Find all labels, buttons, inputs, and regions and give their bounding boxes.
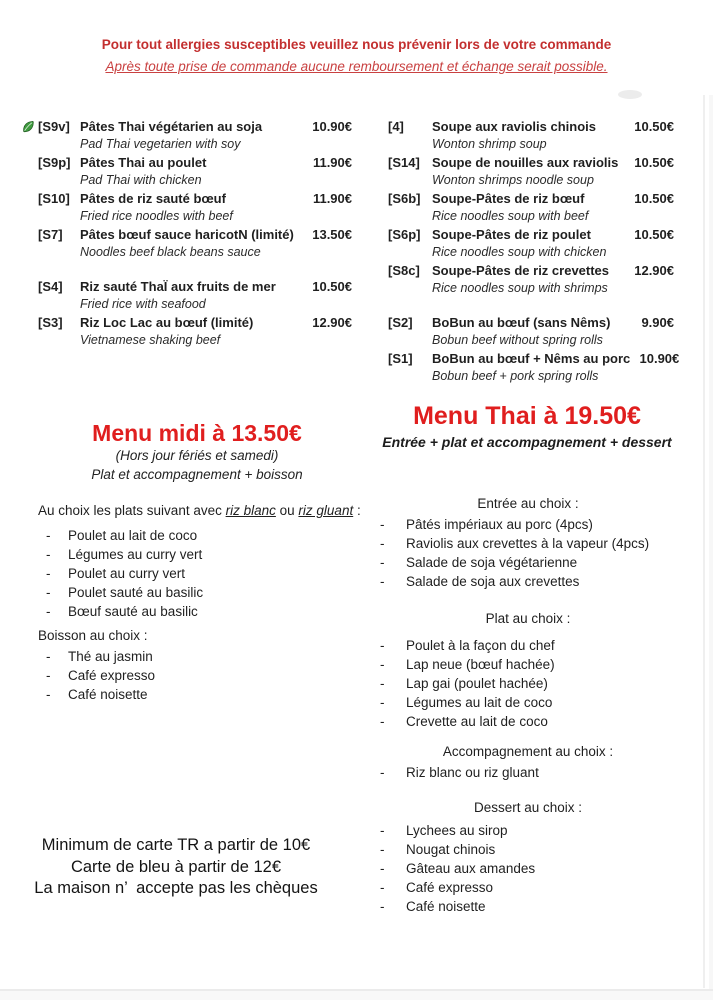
dash-bullet: - — [380, 765, 385, 780]
list-item — [38, 647, 338, 666]
menu-thai-accompagnement-section — [378, 742, 678, 782]
menu-thai-title: Menu Thai à 19.50€ — [413, 402, 641, 430]
list-item-label: Lap gai (poulet hachée) — [406, 676, 548, 691]
menu-item — [38, 154, 352, 189]
item-code: [4] — [388, 119, 404, 134]
item-name: BoBun au bœuf + Nêms au porc — [432, 351, 631, 366]
menu-item — [38, 118, 352, 153]
menu-midi-plats-section — [38, 501, 370, 621]
list-item-label: Thé au jasmin — [68, 649, 153, 664]
dash-bullet: - — [380, 676, 385, 691]
list-item-label: Salade de soja aux crevettes — [406, 574, 580, 589]
item-description: Fried rice noodles with beef — [80, 209, 233, 223]
list-item-label: Lychees au sirop — [406, 823, 508, 838]
item-code: [S10] — [38, 191, 70, 206]
menu-thai-dessert-section — [378, 798, 678, 916]
item-code: [S14] — [388, 155, 420, 170]
item-code: [S9p] — [38, 155, 71, 170]
list-item-label: Riz blanc ou riz gluant — [406, 765, 539, 780]
list-item — [378, 840, 678, 859]
scan-edge-shadow — [709, 95, 713, 1000]
item-name: Pâtes bœuf sauce haricotN (limité) — [80, 227, 294, 242]
list-item — [38, 602, 370, 621]
item-name: Soupe de nouilles aux raviolis — [432, 155, 619, 170]
list-item — [378, 674, 678, 693]
list-item — [378, 636, 678, 655]
allergy-warning — [0, 36, 713, 75]
item-code: [S4] — [38, 279, 63, 294]
dash-bullet: - — [46, 687, 51, 702]
item-price: 11.90€ — [312, 155, 352, 170]
payment-notes — [18, 835, 334, 900]
item-price: 10.50€ — [634, 227, 674, 242]
item-price: 13.50€ — [312, 227, 352, 242]
list-item-label: Poulet sauté au basilic — [68, 585, 204, 600]
item-price: 10.50€ — [634, 155, 674, 170]
plat-header: Plat au choix : — [485, 611, 571, 626]
list-item — [378, 763, 678, 782]
item-price: 10.50€ — [634, 191, 674, 206]
menu-item — [38, 278, 352, 313]
dash-bullet: - — [46, 566, 51, 581]
menu-item — [38, 314, 352, 349]
item-description: Rice noodles soup with beef — [432, 209, 589, 223]
list-item — [378, 553, 678, 572]
item-price: 10.90€ — [312, 119, 352, 134]
list-item-label: Poulet au curry vert — [68, 566, 186, 581]
menu-item — [388, 154, 674, 189]
item-name: Pâtes Thai au poulet — [80, 155, 207, 170]
list-item-label: Gâteau aux amandes — [406, 861, 536, 876]
item-description: Bobun beef + pork spring rolls — [432, 369, 599, 383]
dash-bullet: - — [46, 528, 51, 543]
menu-midi-subtitle-2: Plat et accompagnement + boisson — [91, 467, 303, 482]
menu-item — [388, 118, 674, 153]
dash-bullet: - — [380, 899, 385, 914]
item-name: Soupe-Pâtes de riz crevettes — [432, 263, 610, 278]
menu-thai-subtitle: Entrée + plat et accompagnement + dessert — [382, 434, 672, 450]
list-item — [378, 655, 678, 674]
menu-midi-boisson-section — [38, 626, 338, 704]
menu-midi-subtitle-1: (Hors jour fériés et samedi) — [115, 448, 279, 463]
item-description: Wonton shrimp soup — [432, 137, 547, 151]
item-description: Pad Thai with chicken — [80, 173, 202, 187]
menu-item — [388, 314, 674, 349]
item-name: Soupe-Pâtes de riz poulet — [432, 227, 591, 242]
menu-item — [38, 226, 352, 261]
item-price: 10.50€ — [634, 119, 674, 134]
item-description: Noodles beef black beans sauce — [80, 245, 261, 259]
item-name: Riz Loc Lac au bœuf (limité) — [80, 315, 254, 330]
dash-bullet: - — [380, 842, 385, 857]
dash-bullet: - — [380, 555, 385, 570]
menu-item — [388, 190, 674, 225]
item-description: Wonton shrimps noodle soup — [432, 173, 594, 187]
accompagnement-list — [378, 763, 678, 782]
dash-bullet: - — [380, 638, 385, 653]
list-item — [38, 666, 338, 685]
menu-thai-plat-section — [378, 609, 678, 731]
item-code: [S2] — [388, 315, 413, 330]
dash-bullet: - — [380, 714, 385, 729]
dash-bullet: - — [46, 604, 51, 619]
dash-bullet: - — [380, 880, 385, 895]
item-description: Vietnamese shaking beef — [80, 333, 221, 347]
list-item — [38, 564, 370, 583]
list-item — [378, 897, 678, 916]
list-item-label: Lap neue (bœuf hachée) — [406, 657, 555, 672]
item-name: Pâtes de riz sauté bœuf — [80, 191, 226, 206]
list-item — [38, 583, 370, 602]
list-item-label: Poulet à la façon du chef — [406, 638, 555, 653]
scan-smudge — [618, 90, 642, 99]
dessert-list — [378, 821, 678, 916]
list-item-label: Café expresso — [68, 668, 156, 683]
dash-bullet: - — [380, 823, 385, 838]
payment-note-line-2: Carte de bleu à partir de 12€ — [70, 857, 282, 876]
list-item-label: Nougat chinois — [406, 842, 496, 857]
dash-bullet: - — [46, 585, 51, 600]
riz-blanc-underlined: riz blanc — [225, 503, 276, 518]
list-item-label: Pâtés impériaux au porc (4pcs) — [406, 517, 593, 532]
vegetarian-leaf-icon — [21, 120, 35, 134]
item-code: [S9v] — [38, 119, 70, 134]
spacer — [388, 298, 674, 314]
list-item — [38, 685, 338, 704]
choice-header-text: ou — [275, 503, 299, 518]
dash-bullet: - — [380, 657, 385, 672]
menu-thai-entree-section — [378, 494, 678, 591]
list-item — [378, 712, 678, 731]
dash-bullet: - — [46, 668, 51, 683]
menu-column-left — [38, 118, 352, 350]
list-item-label: Bœuf sauté au basilic — [68, 604, 198, 619]
dash-bullet: - — [46, 649, 51, 664]
menu-item — [388, 262, 674, 297]
list-item — [378, 572, 678, 591]
item-code: [S7] — [38, 227, 63, 242]
menu-item — [388, 226, 674, 261]
warning-line-2: Après toute prise de commande aucune remboursement et échange serait possible. — [105, 59, 608, 74]
riz-gluant-underlined: riz gluant — [298, 503, 354, 518]
item-code: [S3] — [38, 315, 63, 330]
item-name: BoBun au bœuf (sans Nêms) — [432, 315, 611, 330]
dash-bullet: - — [380, 695, 385, 710]
list-item-label: Poulet au lait de coco — [68, 528, 198, 543]
menu-item — [388, 350, 680, 385]
payment-note-line-1: Minimum de carte TR a partir de 10€ — [41, 836, 311, 854]
item-price: 12.90€ — [312, 315, 352, 330]
choice-header-text: Au choix les plats suivant avec — [38, 503, 226, 518]
dash-bullet: - — [380, 536, 385, 551]
dash-bullet: - — [46, 547, 51, 562]
item-description: Rice noodles soup with shrimps — [432, 281, 608, 295]
scan-bottom-strip — [0, 991, 713, 1000]
list-item-label: Raviolis aux crevettes à la vapeur (4pcs) — [406, 536, 650, 551]
dash-bullet: - — [380, 574, 385, 589]
boisson-list — [38, 647, 338, 704]
list-item — [378, 515, 678, 534]
item-price: 9.90€ — [641, 315, 674, 330]
menu-thai-heading — [372, 402, 682, 452]
item-code: [S8c] — [388, 263, 420, 278]
list-item — [378, 693, 678, 712]
spacer — [38, 262, 352, 278]
list-item — [38, 545, 370, 564]
warning-line-1: Pour tout allergies susceptibles veuillez nous prévenir lors de votre commande — [101, 37, 612, 52]
item-price: 12.90€ — [634, 263, 674, 278]
list-item — [378, 534, 678, 553]
menu-midi-title: Menu midi à 13.50€ — [92, 420, 302, 446]
plat-list — [378, 636, 678, 731]
list-item — [378, 859, 678, 878]
list-item-label: Café noisette — [406, 899, 486, 914]
item-name: Soupe-Pâtes de riz bœuf — [432, 191, 585, 206]
item-price: 11.90€ — [312, 191, 352, 206]
item-name: Pâtes Thai végétarien au soja — [80, 119, 263, 134]
payment-note-line-3: La maison n’ accepte pas les chèques — [34, 879, 318, 897]
dash-bullet: - — [380, 517, 385, 532]
menu-midi-heading — [38, 420, 356, 484]
plats-list — [38, 526, 370, 621]
item-code: [S6b] — [388, 191, 421, 206]
item-price: 10.90€ — [639, 351, 680, 366]
list-item — [378, 878, 678, 897]
plats-choice-header — [38, 501, 370, 520]
list-item — [378, 821, 678, 840]
entree-list — [378, 515, 678, 591]
list-item-label: Légumes au curry vert — [68, 547, 203, 562]
entree-header: Entrée au choix : — [477, 496, 579, 511]
item-code: [S6p] — [388, 227, 421, 242]
item-name: Riz sauté ThaÏ aux fruits de mer — [80, 279, 276, 294]
menu-item — [38, 190, 352, 225]
item-description: Rice noodles soup with chicken — [432, 245, 607, 259]
dessert-header: Dessert au choix : — [473, 800, 583, 815]
list-item-label: Légumes au lait de coco — [406, 695, 553, 710]
item-description: Pad Thai vegetarien with soy — [80, 137, 241, 151]
scan-edge-line — [703, 95, 705, 988]
list-item-label: Salade de soja végétarienne — [406, 555, 578, 570]
list-item-label: Crevette au lait de coco — [406, 714, 548, 729]
list-item-label: Café expresso — [406, 880, 494, 895]
list-item-label: Café noisette — [68, 687, 148, 702]
boisson-header: Boisson au choix : — [38, 628, 148, 643]
item-price: 10.50€ — [312, 279, 352, 294]
accompagnement-header: Accompagnement au choix : — [442, 744, 614, 759]
item-name: Soupe aux raviolis chinois — [432, 119, 596, 134]
item-code: [S1] — [388, 351, 413, 366]
dash-bullet: - — [380, 861, 385, 876]
choice-header-text: : — [353, 503, 361, 518]
item-description: Bobun beef without spring rolls — [432, 333, 603, 347]
list-item — [38, 526, 370, 545]
menu-column-right — [388, 118, 680, 386]
item-description: Fried rice with seafood — [80, 297, 206, 311]
